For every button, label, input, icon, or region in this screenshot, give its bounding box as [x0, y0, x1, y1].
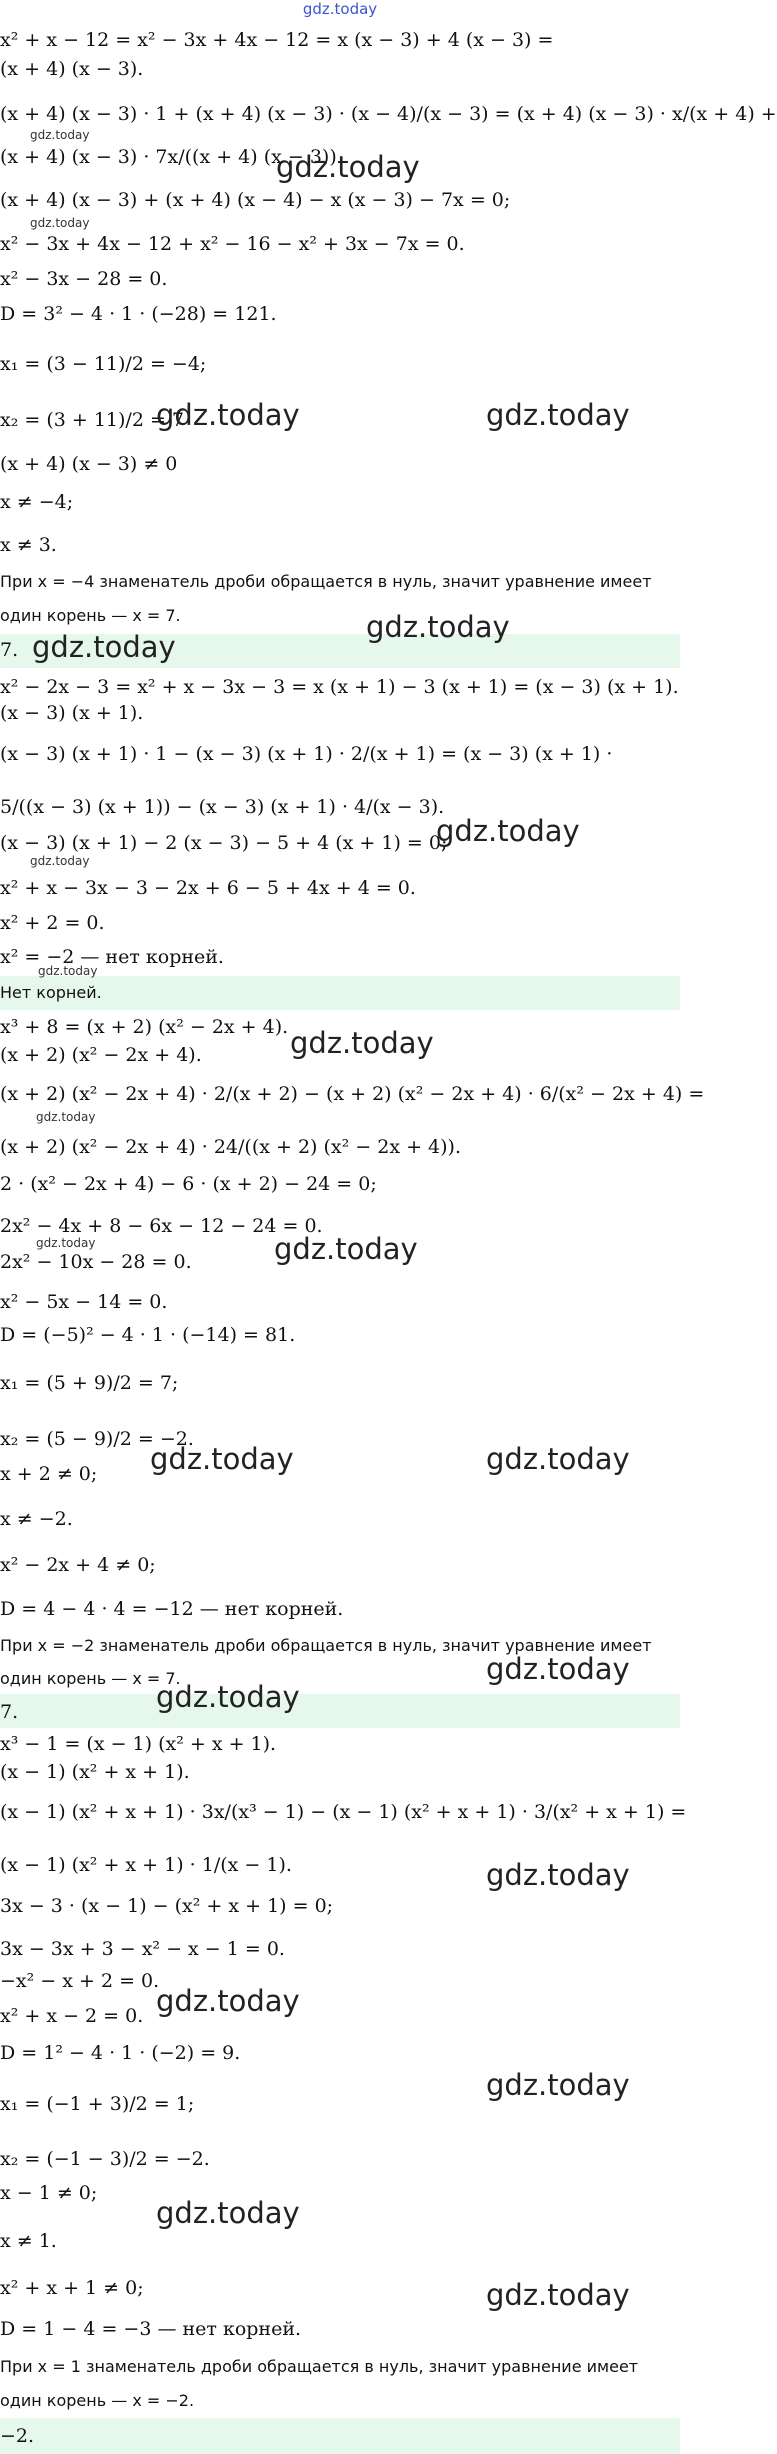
- solution-line: (x − 1) (x² + x + 1) · 1/(x − 1).: [0, 1854, 292, 1876]
- watermark: gdz.today: [276, 150, 420, 184]
- solution-line: (x + 4) (x − 3) · 7x/((x + 4) (x − 3)): [0, 146, 337, 168]
- solution-line: x ≠ −2.: [0, 1508, 73, 1530]
- solution-line: x² − 3x + 4x − 12 + x² − 16 − x² + 3x − 7x = 0.: [0, 233, 465, 255]
- answer-line: Нет корней.: [0, 983, 102, 1002]
- solution-line: x₁ = (−1 + 3)/2 = 1;: [0, 2093, 195, 2115]
- solution-line: один корень — x = −2.: [0, 2391, 195, 2410]
- watermark: gdz.today: [156, 1680, 300, 1714]
- watermark: gdz.today: [366, 610, 510, 644]
- watermark-small: gdz.today: [30, 854, 90, 868]
- answer-line: 7.: [0, 1701, 19, 1723]
- solution-line: (x − 3) (x + 1) · 1 − (x − 3) (x + 1) · 2/(x + 1) = (x − 3) (x + 1) ·: [0, 743, 613, 765]
- answer-band: [0, 1694, 680, 1728]
- solution-line: x₂ = (−1 − 3)/2 = −2.: [0, 2148, 210, 2170]
- solution-line: (x + 4) (x − 3).: [0, 58, 144, 80]
- solution-line: x² + 2 = 0.: [0, 912, 105, 934]
- watermark: gdz.today: [274, 1232, 418, 1266]
- solution-line: x² = −2 — нет корней.: [0, 946, 224, 968]
- solution-line: D = 1 − 4 = −3 — нет корней.: [0, 2318, 302, 2340]
- solution-line: x − 1 ≠ 0;: [0, 2182, 98, 2204]
- solution-line: (x + 2) (x² − 2x + 4) · 2/(x + 2) − (x + 2) (x² − 2x + 4) · 6/(x² − 2x + 4) =: [0, 1083, 705, 1105]
- solution-line: (x − 1) (x² + x + 1).: [0, 1761, 190, 1783]
- solution-line: (x − 3) (x + 1).: [0, 702, 144, 724]
- site-logo[interactable]: gdz.today: [302, 0, 378, 18]
- solution-line: D = 3² − 4 · 1 · (−28) = 121.: [0, 303, 277, 325]
- solution-line: x² + x − 12 = x² − 3x + 4x − 12 = x (x − 3) + 4 (x − 3) =: [0, 29, 554, 51]
- answer-band: [0, 976, 680, 1010]
- watermark-small: gdz.today: [38, 964, 98, 978]
- watermark: gdz.today: [486, 2068, 630, 2102]
- watermark: gdz.today: [32, 630, 176, 664]
- solution-line: один корень — x = 7.: [0, 606, 181, 625]
- solution-line: (x + 4) (x − 3) · 1 + (x + 4) (x − 3) · (x − 4)/(x − 3) = (x + 4) (x − 3) · x/(x + 4) +: [0, 103, 777, 125]
- solution-line: x² + x − 2 = 0.: [0, 2005, 144, 2027]
- solution-line: При x = −4 знаменатель дроби обращается в нуль, значит уравнение имеет: [0, 572, 652, 591]
- solution-line: 5/((x − 3) (x + 1)) − (x − 3) (x + 1) · 4/(x − 3).: [0, 796, 445, 818]
- solution-line: D = (−5)² − 4 · 1 · (−14) = 81.: [0, 1324, 296, 1346]
- solution-line: (x − 1) (x² + x + 1) · 3x/(x³ − 1) − (x − 1) (x² + x + 1) · 3/(x² + x + 1) =: [0, 1801, 687, 1823]
- solution-line: x² − 2x + 4 ≠ 0;: [0, 1554, 156, 1576]
- solution-line: 3x − 3 · (x − 1) − (x² + x + 1) = 0;: [0, 1895, 334, 1917]
- solution-line: x ≠ −4;: [0, 491, 74, 513]
- solution-line: x² − 5x − 14 = 0.: [0, 1291, 168, 1313]
- solution-line: 2x² − 10x − 28 = 0.: [0, 1251, 192, 1273]
- answer-line: 7.: [0, 639, 19, 661]
- solution-line: D = 1² − 4 · 1 · (−2) = 9.: [0, 2042, 241, 2064]
- solution-line: x² + x + 1 ≠ 0;: [0, 2277, 144, 2299]
- solution-line: 3x − 3x + 3 − x² − x − 1 = 0.: [0, 1938, 285, 1960]
- solution-line: x ≠ 1.: [0, 2230, 57, 2252]
- solution-line: 2x² − 4x + 8 − 6x − 12 − 24 = 0.: [0, 1215, 323, 1237]
- solution-line: x₁ = (5 + 9)/2 = 7;: [0, 1372, 179, 1394]
- solution-line: −x² − x + 2 = 0.: [0, 1970, 160, 1992]
- solution-line: x₂ = (5 − 9)/2 = −2.: [0, 1428, 194, 1450]
- solution-line: 2 · (x² − 2x + 4) − 6 · (x + 2) − 24 = 0;: [0, 1173, 377, 1195]
- solution-line: x + 2 ≠ 0;: [0, 1463, 98, 1485]
- watermark: gdz.today: [156, 398, 300, 432]
- watermark: gdz.today: [436, 814, 580, 848]
- solution-line: D = 4 − 4 · 4 = −12 — нет корней.: [0, 1598, 344, 1620]
- solution-line: x³ + 8 = (x + 2) (x² − 2x + 4).: [0, 1016, 289, 1038]
- solution-line: (x + 2) (x² − 2x + 4) · 24/((x + 2) (x² − 2x + 4)).: [0, 1136, 461, 1158]
- watermark-small: gdz.today: [36, 1110, 96, 1124]
- watermark: gdz.today: [486, 1652, 630, 1686]
- solution-line: При x = 1 знаменатель дроби обращается в нуль, значит уравнение имеет: [0, 2357, 639, 2376]
- watermark-small: gdz.today: [30, 128, 90, 142]
- solution-line: x₁ = (3 − 11)/2 = −4;: [0, 353, 207, 375]
- answer-band: [0, 2418, 680, 2454]
- watermark: gdz.today: [486, 1858, 630, 1892]
- solution-line: x² − 3x − 28 = 0.: [0, 268, 168, 290]
- solution-line: При x = −2 знаменатель дроби обращается в нуль, значит уравнение имеет: [0, 1636, 652, 1655]
- watermark: gdz.today: [486, 398, 630, 432]
- solution-line: один корень — x = 7.: [0, 1669, 181, 1688]
- watermark: gdz.today: [486, 2278, 630, 2312]
- solution-line: x³ − 1 = (x − 1) (x² + x + 1).: [0, 1733, 277, 1755]
- solution-line: (x + 4) (x − 3) + (x + 4) (x − 4) − x (x − 3) − 7x = 0;: [0, 189, 511, 211]
- solution-line: (x + 2) (x² − 2x + 4).: [0, 1044, 202, 1066]
- watermark: gdz.today: [290, 1026, 434, 1060]
- solution-line: x² + x − 3x − 3 − 2x + 6 − 5 + 4x + 4 = 0.: [0, 877, 416, 899]
- solution-line: x² − 2x − 3 = x² + x − 3x − 3 = x (x + 1) − 3 (x + 1) = (x − 3) (x + 1).: [0, 676, 679, 698]
- watermark-small: gdz.today: [30, 216, 90, 230]
- watermark: gdz.today: [150, 1442, 294, 1476]
- solution-line: (x − 3) (x + 1) − 2 (x − 3) − 5 + 4 (x + 1) = 0;: [0, 832, 448, 854]
- solution-line: x ≠ 3.: [0, 534, 57, 556]
- watermark: gdz.today: [156, 2196, 300, 2230]
- watermark: gdz.today: [486, 1442, 630, 1476]
- solution-line: (x + 4) (x − 3) ≠ 0: [0, 453, 178, 475]
- answer-line: −2.: [0, 2425, 35, 2447]
- solution-line: x₂ = (3 + 11)/2 = 7: [0, 409, 184, 431]
- watermark: gdz.today: [156, 1984, 300, 2018]
- watermark-small: gdz.today: [36, 1236, 96, 1250]
